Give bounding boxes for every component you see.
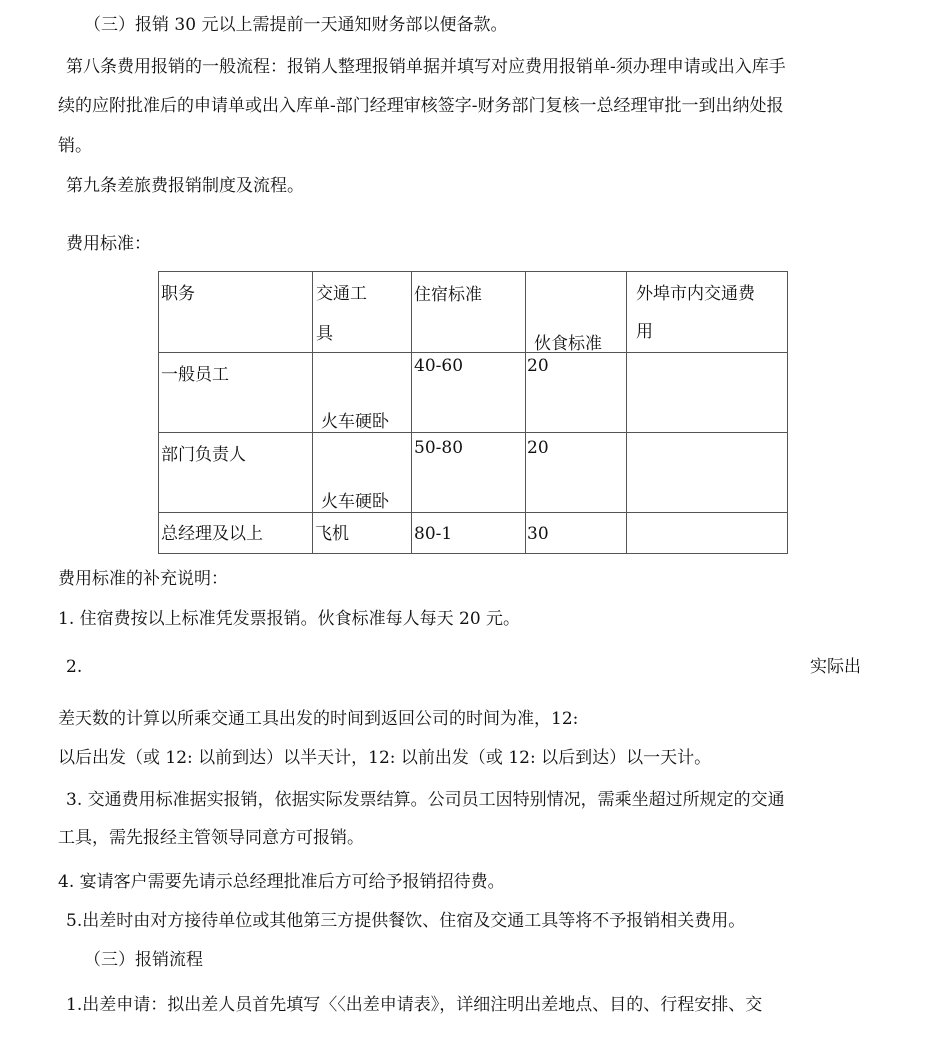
section-heading-reimbursement-process: （三）报销流程 [84, 950, 203, 970]
header-lodging: 住宿标准 [414, 285, 482, 305]
cell-transport: 飞机 [315, 524, 349, 544]
section-label-supplement: 费用标准的补充说明： [58, 569, 228, 589]
table-header-cell [627, 272, 788, 353]
list-item-5: 5.出差时由对方接待单位或其他第三方提供餐饮、住宿及交通工具等将不予报销相关费用。 [66, 911, 746, 931]
paragraph-article-8-end: 销。 [58, 136, 92, 156]
paragraph-article-8-cont: 续的应附批准后的申请单或出入库单-部门经理审核签字-财务部门复核一总经理审批一到出纳处报 [58, 96, 784, 116]
paragraph-article-8: 第八条费用报销的一般流程：报销人整理报销单据并填写对应费用报销单-须办理申请或出入库手 [66, 57, 786, 77]
header-transport-line2: 具 [316, 324, 333, 344]
table-header-cell [159, 272, 313, 353]
list-item-2-cont: 差天数的计算以所乘交通工具出发的时间到返回公司的时间为准，12: [58, 709, 579, 729]
header-meal: 伙食标准 [534, 334, 602, 354]
table-header-cell [526, 272, 627, 353]
paragraph-advance-notice: （三）报销 30 元以上需提前一天通知财务部以便备款。 [84, 15, 508, 35]
section-label-expense-standard: 费用标准： [66, 234, 151, 254]
table-row [159, 513, 788, 554]
list-item-2-start: 实际出 [810, 657, 861, 677]
cell-meal: 20 [527, 356, 549, 376]
list-item-3: 3. 交通费用标准据实报销，依据实际发票结算。公司员工因特别情况，需乘坐超过所规定的交通 [66, 790, 785, 810]
paragraph-article-9: 第九条差旅费报销制度及流程。 [66, 176, 304, 196]
cell-lodging: 80-1 [414, 524, 453, 544]
list-item-4: 4. 宴请客户需要先请示总经理批准后方可给予报销招待费。 [58, 872, 505, 892]
list-item-2-number: 2. [66, 657, 83, 677]
cell-position: 部门负责人 [161, 445, 246, 465]
header-local-transport-line1: 外埠市内交通费 [636, 284, 755, 304]
table-row [159, 353, 788, 433]
header-transport-line1: 交通工 [316, 284, 367, 304]
cell-meal: 30 [527, 524, 549, 544]
process-item-1: 1.出差申请：拟出差人员首先填写〈〈出差申请表》，详细注明出差地点、目的、行程安排、交 [66, 995, 763, 1015]
list-item-1: 1. 住宿费按以上标准凭发票报销。伙食标准每人每天 20 元。 [58, 609, 521, 629]
list-item-2-end: 以后出发（或 12: 以前到达）以半天计，12: 以前出发（或 12: 以后到达）以一天计。 [58, 748, 712, 768]
cell-position: 总经理及以上 [161, 524, 263, 544]
table-row [159, 433, 788, 513]
header-local-transport-line2: 用 [636, 322, 653, 342]
cell-meal: 20 [527, 438, 549, 458]
table-header-cell [313, 272, 412, 353]
cell-transport: 火车硬卧 [321, 412, 389, 432]
cell-position: 一般员工 [161, 365, 229, 385]
cell-lodging: 50-80 [414, 438, 464, 458]
header-position: 职务 [161, 284, 195, 304]
cell-transport: 火车硬卧 [321, 492, 389, 512]
expense-standard-table [158, 271, 788, 554]
cell-lodging: 40-60 [414, 356, 464, 376]
list-item-3-cont: 工具，需先报经主管领导同意方可报销。 [58, 828, 364, 848]
table-header-row [159, 272, 788, 353]
table-header-cell [412, 272, 526, 353]
